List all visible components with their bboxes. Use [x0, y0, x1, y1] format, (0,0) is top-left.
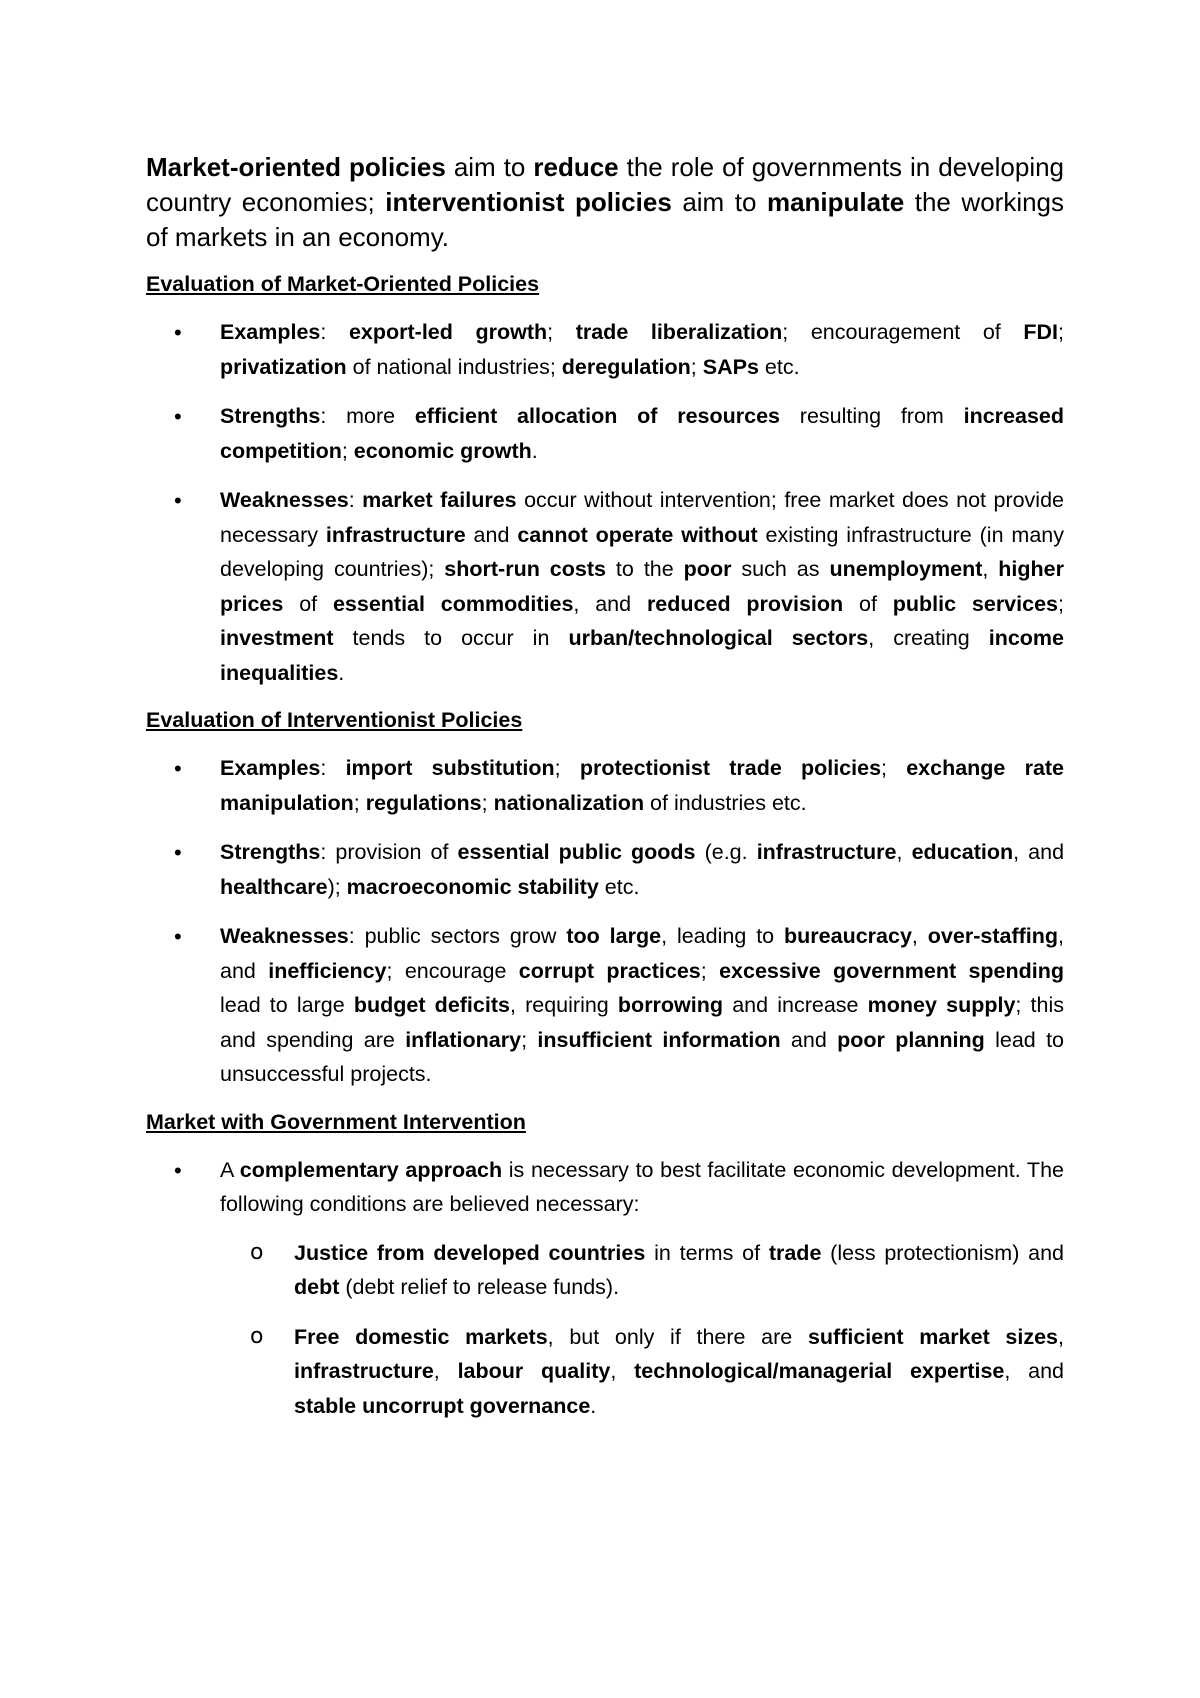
section-market-oriented [146, 269, 1064, 690]
text-run: etc. [598, 874, 640, 899]
bold-text: increased competition [220, 404, 1064, 463]
bold-text: short-run costs [444, 557, 606, 581]
bold-text: labour quality [457, 1359, 611, 1383]
bold-text: reduced provision [646, 591, 844, 616]
bold-text: inflationary [405, 1027, 522, 1052]
bold-text: cannot operate without [517, 522, 758, 547]
bold-text: economic growth [353, 438, 532, 463]
text-run: , and [220, 924, 1064, 983]
text-run: . [338, 660, 345, 685]
bold-text: bureaucracy [784, 924, 912, 948]
section-heading: Evaluation of Interventionist Policies [146, 708, 523, 732]
bold-text: stable uncorrupt governance [294, 1393, 591, 1418]
text-run: , leading to [661, 924, 785, 948]
list-item-text [220, 1153, 1064, 1222]
section-government-intervention [146, 1107, 1064, 1424]
bold-text: corrupt practices [518, 958, 701, 983]
bold-text: money supply [867, 993, 1016, 1017]
bullet-list [146, 1153, 1064, 1424]
bold-text: export-led growth [348, 320, 548, 344]
bold-text: poor planning [837, 1027, 985, 1052]
text-run: ; this and spending are [220, 993, 1064, 1052]
bold-text: infrastructure [325, 522, 466, 547]
text-run: , but only if there are [547, 1324, 808, 1349]
bold-text: investment [220, 626, 334, 650]
bold-text: Strengths [220, 404, 321, 428]
bold-text: market failures [362, 488, 517, 512]
bold-text: unemployment [829, 557, 983, 581]
text-run: (e.g. [695, 840, 757, 864]
text-run: , [896, 840, 912, 864]
text-run: , [433, 1359, 458, 1383]
bold-text: over-staffing [927, 924, 1059, 948]
text-run: tends to occur in [333, 626, 569, 650]
text-run: , requiring [509, 993, 618, 1017]
list-item-examples [146, 315, 1064, 384]
bold-text: reduce [533, 152, 619, 182]
text-run: ; [1058, 320, 1064, 344]
bullet-icon: • [174, 320, 182, 345]
bold-text: efficient allocation of resources [414, 404, 781, 428]
text-run: , [911, 924, 928, 948]
text-run: existing infrastructure (in many developing countries); [220, 522, 1064, 581]
text-run: ; [554, 756, 580, 780]
sub-item-text [294, 1320, 1064, 1424]
list-item-text [220, 315, 1064, 384]
list-item-strengths [146, 399, 1064, 468]
text-run: . [590, 1393, 597, 1418]
list-item-strengths [146, 835, 1064, 904]
text-run: ; encouragement of [782, 320, 1024, 344]
section-interventionist [146, 705, 1064, 1092]
bold-text: essential commodities [332, 591, 574, 616]
text-run: and [780, 1027, 838, 1052]
circle-bullet-icon: o [250, 1239, 264, 1265]
bold-text: higher prices [220, 557, 1064, 616]
text-run: , [610, 1359, 635, 1383]
text-run: ; [341, 438, 354, 463]
bold-text: sufficient market sizes [807, 1324, 1059, 1349]
bold-text: privatization [220, 354, 347, 379]
text-run: : [348, 488, 363, 512]
bold-text: urban/technological sectors [568, 626, 869, 650]
bold-text: Strengths [220, 840, 321, 864]
bold-text: deregulation [561, 354, 691, 379]
bold-text: inefficiency [268, 958, 387, 983]
text-run: of industries etc. [644, 790, 807, 815]
text-run: ); [327, 874, 347, 899]
text-run: ; [881, 756, 907, 780]
bold-text: too large [566, 924, 662, 948]
list-item-text [220, 399, 1064, 468]
bullet-icon: • [174, 1157, 182, 1183]
bold-text: Free domestic markets [294, 1324, 548, 1349]
text-run: aim to [445, 152, 534, 182]
text-run: of [283, 591, 333, 616]
text-run: ; [353, 790, 366, 815]
bold-text: infrastructure [294, 1359, 434, 1383]
text-run: : [320, 756, 346, 780]
text-run: ; [547, 320, 576, 344]
text-run: ; [481, 790, 494, 815]
bold-text: trade liberalization [575, 320, 783, 344]
text-run: and increase [723, 993, 868, 1017]
text-run: is necessary to best facilitate economic development. The following conditions are believed necessary: [220, 1157, 1064, 1216]
list-item-text [220, 835, 1064, 904]
text-run: occur without intervention; free market does not provide necessary [220, 488, 1065, 547]
text-run: , and [573, 591, 647, 616]
document-body [146, 150, 1064, 1438]
bold-text: technological/managerial expertise [634, 1359, 1005, 1383]
section-heading: Evaluation of Market-Oriented Policies [146, 272, 540, 296]
text-run: A [220, 1157, 240, 1182]
sub-item-justice [220, 1236, 1064, 1305]
bold-text: Market-oriented policies [146, 152, 446, 182]
text-run: : public sectors grow [348, 924, 567, 948]
bullet-list [146, 751, 1064, 1092]
text-run: lead to large [220, 993, 354, 1017]
bold-text: public services [892, 591, 1058, 616]
bold-text: education [911, 840, 1014, 864]
bold-text: income inequalities [220, 626, 1064, 685]
sub-list [220, 1236, 1064, 1424]
bold-text: trade [768, 1240, 822, 1265]
bold-text: budget deficits [353, 993, 510, 1017]
list-item-complementary [146, 1153, 1064, 1424]
list-item-weaknesses [146, 919, 1064, 1092]
text-run: : provision of [320, 840, 458, 864]
bold-text: nationalization [493, 790, 645, 815]
text-run: , [982, 557, 999, 581]
bold-text: insufficient information [537, 1027, 781, 1052]
text-run: of national industries; [346, 354, 562, 379]
bold-text: macroeconomic stability [346, 874, 599, 899]
bold-text: manipulate [766, 187, 905, 217]
bullet-icon: • [174, 924, 182, 949]
bold-text: Examples [220, 756, 321, 780]
bold-text: essential public goods [457, 840, 696, 864]
text-run: ; [1057, 591, 1064, 616]
text-run: ; [690, 354, 703, 379]
text-run: : [320, 320, 349, 344]
bold-text: complementary approach [239, 1157, 503, 1182]
bold-text: FDI [1023, 320, 1058, 344]
text-run: aim to [671, 187, 767, 217]
text-run: ; encourage [386, 958, 519, 983]
text-run: (debt relief to release funds). [339, 1275, 620, 1299]
bullet-icon: • [174, 488, 182, 513]
bold-text: debt [294, 1275, 340, 1299]
bullet-icon: • [174, 404, 182, 429]
bold-text: protectionist trade policies [579, 756, 882, 780]
bold-text: Weaknesses [220, 924, 349, 948]
bold-text: Weaknesses [220, 488, 349, 512]
list-item-examples [146, 751, 1064, 820]
list-item-text [220, 919, 1064, 1092]
text-run: , creating [868, 626, 989, 650]
bold-text: excessive government spending [719, 958, 1064, 983]
bold-text: import substitution [345, 756, 555, 780]
text-run: the role of governments in developing country economies; [146, 152, 1065, 217]
bold-text: SAPs [702, 354, 759, 379]
bold-text: Justice from developed countries [294, 1240, 646, 1265]
text-run: , and [1004, 1359, 1064, 1383]
text-run: the workings of markets in an economy. [146, 187, 1065, 252]
text-run: . [531, 438, 538, 463]
text-run: resulting from [780, 404, 964, 428]
text-run: and [465, 522, 518, 547]
text-run: in terms of [645, 1240, 769, 1265]
bold-text: exchange rate manipulation [220, 756, 1065, 815]
text-run: of [843, 591, 893, 616]
text-run: , and [1013, 840, 1065, 864]
bold-text: interventionist policies [385, 187, 672, 217]
bold-text: regulations [365, 790, 482, 815]
sub-item-free-markets [220, 1320, 1064, 1424]
section-heading: Market with Government Intervention [146, 1109, 526, 1134]
text-run: , [1058, 1324, 1064, 1349]
list-item-weaknesses [146, 483, 1064, 690]
bold-text: borrowing [617, 993, 724, 1017]
text-run: (less protectionism) and [821, 1240, 1065, 1265]
bold-text: infrastructure [756, 840, 897, 864]
intro-paragraph [146, 150, 1064, 255]
bullet-icon: • [174, 840, 182, 865]
list-item-text [220, 751, 1064, 820]
text-run: : more [320, 404, 415, 428]
circle-bullet-icon: o [250, 1323, 264, 1349]
bullet-list [146, 315, 1064, 690]
bold-text: Examples [220, 320, 321, 344]
sub-item-text [294, 1236, 1064, 1305]
text-run: etc. [758, 354, 800, 379]
text-run: lead to unsuccessful projects. [220, 1027, 1064, 1086]
bold-text: poor [683, 557, 732, 581]
bullet-icon: • [174, 756, 182, 781]
bold-text: healthcare [220, 874, 328, 899]
text-run: such as [731, 557, 830, 581]
text-run: ; [521, 1027, 538, 1052]
text-run: ; [700, 958, 720, 983]
list-item-text [220, 483, 1064, 690]
text-run: to the [605, 557, 684, 581]
